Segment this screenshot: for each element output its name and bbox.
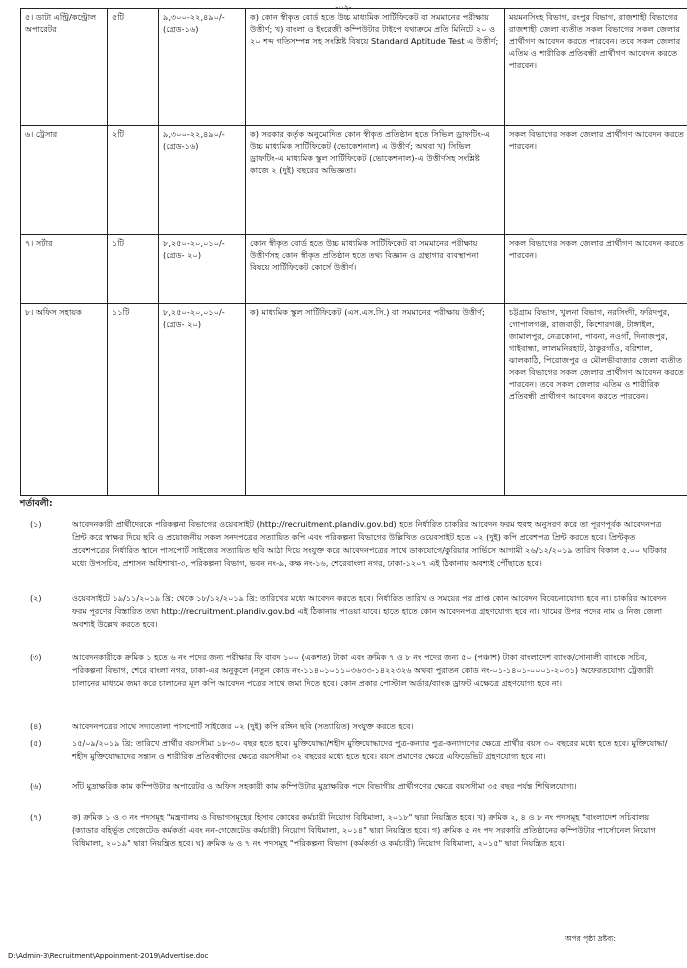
posts-table	[20, 8, 687, 496]
file-path: D:\Admin-3\Recruitment\Appoinment-2019\Advertise.doc	[8, 952, 209, 960]
qualification: ক) মাধ্যমিক স্কুল সার্টিফিকেট (এস.এস.সি.) বা সমমানের পরীক্ষায় উত্তীর্ণ;	[246, 304, 505, 496]
post-count: ৫টি	[108, 9, 159, 126]
condition-number: (২)	[30, 593, 42, 603]
pay-scale: ৯,৩০০-২২,৪৯০/- (গ্রেড-১৬)	[159, 126, 246, 235]
table-row	[21, 9, 687, 126]
condition-number: (৫)	[30, 738, 42, 748]
post-count: ২টি	[108, 126, 159, 235]
condition-text: সাঁট মুদ্রাক্ষরিক কাম কম্পিউটার অপারেটর ও অফিস সহকারী কাম কম্পিউটার মুদ্রাক্ষরিক পদে বিভাগীয় প্রার্থীগণের ক্ষেত্রে বয়সসীমা ৩৫ বছর পর্যন্ত শিথিলযোগ্য।	[72, 781, 577, 791]
post-count: ১টি	[108, 235, 159, 304]
post-name: ৫। ডাটা এন্ট্রি/কন্ট্রোল অপারেটর	[21, 9, 108, 126]
eligible-districts: সকল বিভাগের সকল জেলার প্রার্থীগণ আবেদন করতে পারবেন।	[505, 235, 687, 304]
continued-note: অপর পৃষ্ঠা দ্রষ্টব্য:	[565, 934, 616, 943]
conditions-title: শর্তাবলী:	[20, 499, 53, 509]
condition-number: (১)	[30, 519, 42, 529]
qualification: ক) কোন স্বীকৃত বোর্ড হতে উচ্চ মাধ্যমিক সার্টিফিকেট বা সমমানের পরীক্ষায় উত্তীর্ণ; খ) বাংলা ও ইংরেজী কম্পিউটার টাইপে যথাক্রমে প্রতি মিনিটে ২০ ও ২০ শব্দ গতিসম্পন্ন সহ সংশ্লিষ্ট বিষয়ে Standard Aptitude Test এ উত্তীর্ণ;	[246, 9, 505, 126]
pay-scale: ৮,২৫০-২০,০১০/- (গ্রেড- ২০)	[159, 304, 246, 496]
condition-text: আবেদনকারী প্রার্থীদেরকে পরিকল্পনা বিভাগের ওয়েবসাইট (http://recruitment.plandiv.gov.bd) হতে নির্ধারিত চাকরির আবেদন ফরম হুবহু অনুসরণ করে তা পূরণপূর্বক আবেদনপত্র প্রিন্ট করে স্বাক্ষর দিয়ে ছবি ও প্রয়োজনীয় সকল সনদপত্রের সত্যায়িত কপি এবং পরিকল্পনা বিভাগের উল্লিখিত ওয়েবসাইট হতে ০২ (দুই) কপি প্রবেশপত্র প্রিন্ট করতে হবে। প্রিন্টকৃত প্রবেশপত্রের নির্ধারিত স্থানে পাসপোর্ট সাইজের সত্যায়িত ছবি আঠা দিয়ে সংযুক্ত করে আবেদনপত্রের সাথে ডাকযোগে/কুরিয়ার সার্ভিসে আগামী ২৬/১২/২০১৯ তারিখ বিকাল ৫.০০ ঘটিকার মধ্যে উপসচিব, প্রশাসন অধিশাখা-৩, পরিকল্পনা বিভাগ, ভবন নং-৯, কক্ষ নং-১৬, শেরেবাংলা নগর, ঢাকা-১২০৭ এই ঠিকানায় অবশ্যই পৌঁছাতে হবে।	[72, 519, 667, 568]
condition-number: (৪)	[30, 721, 42, 731]
condition-text: ওয়েবসাইটে ১৯/১১/২০১৯ খ্রি: থেকে ১৮/১২/২০১৯ খ্রি: তারিখের মধ্যে আবেদন করতে হবে। নির্ধারিত তারিখ ও সময়ের পর প্রাপ্ত কোন আবেদন বিবেচনাযোগ্য হবে না। চাকরির আবেদন ফরম পূরণের বিস্তারিত তথ্য http://recruitment.plandiv.gov.bd এই ঠিকানায় পাওয়া যাবে। হাতে হাতে কোন আবেদনপত্র গ্রহণযোগ্য হবে না। খামের উপর পদের নাম ও নিজ জেলা অবশ্যই উল্লেখ করতে হবে।	[72, 593, 667, 629]
condition-text: আবেদনকারীকে ক্রমিক ১ হতে ৬ নং পদের জন্য পরীক্ষার ফি বাবদ ১০০ (একশত) টাকা এবং ক্রমিক ৭ ও ৮ নং পদের জন্য ৫০ (পঞ্চাশ) টাকা বাংলাদেশ ব্যাংক/সোনালী ব্যাংকে সচিব, পরিকল্পনা বিভাগ, শেরে বাংলা নগর, ঢাকা-এর অনুকূলে (নতুন কোড নং-১১৪০১০১১০৩৬৩৩-১৪২২৩২৬ অথবা পুরাতন কোড নং-০১-১৪০১-০০০১-২০৩১) অফেরতযোগ্য ট্রেজারী চালানের মাধ্যমে জমা করে চালানের মূল কপি আবেদন পত্রের সাথে জমা দিতে হবে। কোন প্রকার পোস্টাল অর্ডার/ব্যাংক ড্রাফট এক্ষেত্রে গ্রহণযোগ্য হবে না।	[72, 652, 654, 688]
condition-number: (৩)	[30, 652, 42, 662]
qualification: ক) সরকার কর্তৃক অনুমোদিত কোন স্বীকৃত প্রতিষ্ঠান হতে সিভিল ড্রাফটিং-এ উচ্চ মাধ্যমিক সার্টিফিকেট (ভোকেশনাল) এ উত্তীর্ণ; অথবা খ) সিভিল ড্রাফটিং-এ মাধ্যমিক স্কুল সার্টিফিকেট (ভোকেশনাল)-এ উত্তীর্ণসহ সংশ্লিষ্ট কাজে ২ (দুই) বছরের অভিজ্ঞতা।	[246, 126, 505, 235]
table-row	[21, 304, 687, 496]
pay-scale: ৯,৩০০-২২,৪৯০/- (গ্রেড-১৬)	[159, 9, 246, 126]
post-name: ৭। সর্টার	[21, 235, 108, 304]
eligible-districts: সকল বিভাগের সকল জেলার প্রার্থীগণ আবেদন করতে পারবেন।	[505, 126, 687, 235]
condition-text: আবেদনপত্রের সাথে সদ্যতোলা পাসপোর্ট সাইজের ০২ (দুই) কপি রঙ্গিন ছবি (সত্যায়িত) সংযুক্ত করতে হবে।	[72, 721, 414, 731]
post-count: ১১টি	[108, 304, 159, 496]
pay-scale: ৮,২৫০-২০,০১০/- (গ্রেড- ২০)	[159, 235, 246, 304]
eligible-districts: চট্টগ্রাম বিভাগ, খুলনা বিভাগ, নরসিংদী, ফরিদপুর, গোপালগঞ্জ, রাজবাড়ী, কিশোরগঞ্জ, টাঙ্গাইল, জামালপুর, নেত্রকোনা, পাবনা, নওগাঁ, দিনাজপুর, গাইবান্ধা, লালমনিরহাট, ঠাকুরগাঁও, বরিশাল, ঝালকাঠি, পিরোজপুর ও মৌলভীবাজার জেলা ব্যতীত সকল বিভাগের সকল জেলার প্রার্থীগণ আবেদন করতে পারবেন। তবে সকল জেলার এতিম ও শারীরিক প্রতিবন্ধী প্রার্থীগণ আবেদন করতে পারবেন।	[505, 304, 687, 496]
page-number: -০২-	[335, 3, 352, 12]
eligible-districts: ময়মনসিংহ বিভাগ, রংপুর বিভাগ, রাজশাহী বিভাগের রাজশাহী জেলা ব্যতীত সকল বিভাগের সকল জেলার প্রার্থীগণ আবেদন করতে পারবেন। তবে সকল জেলার এতিম ও শারীরিক প্রতিবন্ধী প্রার্থীগণ আবেদন করতে পারবেন।	[505, 9, 687, 126]
table-row	[21, 126, 687, 235]
condition-number: (৭)	[30, 812, 42, 822]
qualification: কোন স্বীকৃত বোর্ড হতে উচ্চ মাধ্যমিক সার্টিফিকেট বা সমমানের পরীক্ষায় উত্তীর্ণসহ কোন স্বীকৃত প্রতিষ্ঠান হতে তথ্য বিজ্ঞান ও গ্রন্থাগার ব্যবস্থাপনা বিষয়ে সার্টিফিকেট কোর্সে উত্তীর্ণ।	[246, 235, 505, 304]
post-name: ৮। অফিস সহায়ক	[21, 304, 108, 496]
condition-text: ক) ক্রমিক ১ ও ৩ নং পদসমূহ "মন্ত্রণালয় ও বিভাগসমূহের হিসাব কোষের কর্মচারী নিয়োগ বিধিমালা, ২০১৮" দ্বারা নিয়ন্ত্রিত হবে। খ) ক্রমিক ২, ৪ ও ৮ নং পদসমূহ "বাংলাদেশ সচিবালয় (ক্যাডার বহির্ভূত গেজেটেড কর্মকর্তা এবং নন-গেজেটেড কর্মচারী) নিয়োগ বিধিমালা, ২০১৪" দ্বারা নিয়ন্ত্রিত হবে। গ) ক্রমিক ৫ নং পদ সরকারি প্রতিষ্ঠানের কম্পিউটার পার্সোনেল নিয়োগ বিধিমালা, ২০১৯" দ্বারা নিয়ন্ত্রিত হবে। ঘ) ক্রমিক ৬ ও ৭ নং পদসমূহ "পরিকল্পনা বিভাগ (কর্মকর্তা ও কর্মচারী) নিয়োগ বিধিমালা, ২০১৫" দ্বারা নিয়ন্ত্রিত হবে।	[72, 812, 656, 848]
condition-text: ১৫/০৯/২০১৯ খ্রি: তারিখে প্রার্থীর বয়সসীমা ১৮-৩০ বছর হতে হবে। মুক্তিযোদ্ধা/শহীদ মুক্তিযোদ্ধাদের পুত্র-কন্যার পুত্র-কন্যাগণের ক্ষেত্রে প্রার্থীর বয়স ৩০ বছরের মধ্যে হতে হবে। মুক্তিযোদ্ধা/শহীদ মুক্তিযোদ্ধাদের সন্তান ও শারীরিক প্রতিবন্ধীদের ক্ষেত্রে বয়সসীমা ৩২ বছরের মধ্যে হতে হবে। বয়স প্রমাণের ক্ষেত্রে এফিডেভিট গ্রহণযোগ্য হবে না।	[72, 738, 668, 761]
condition-number: (৬)	[30, 781, 42, 791]
table-row	[21, 235, 687, 304]
post-name: ৬। ট্রেসার	[21, 126, 108, 235]
